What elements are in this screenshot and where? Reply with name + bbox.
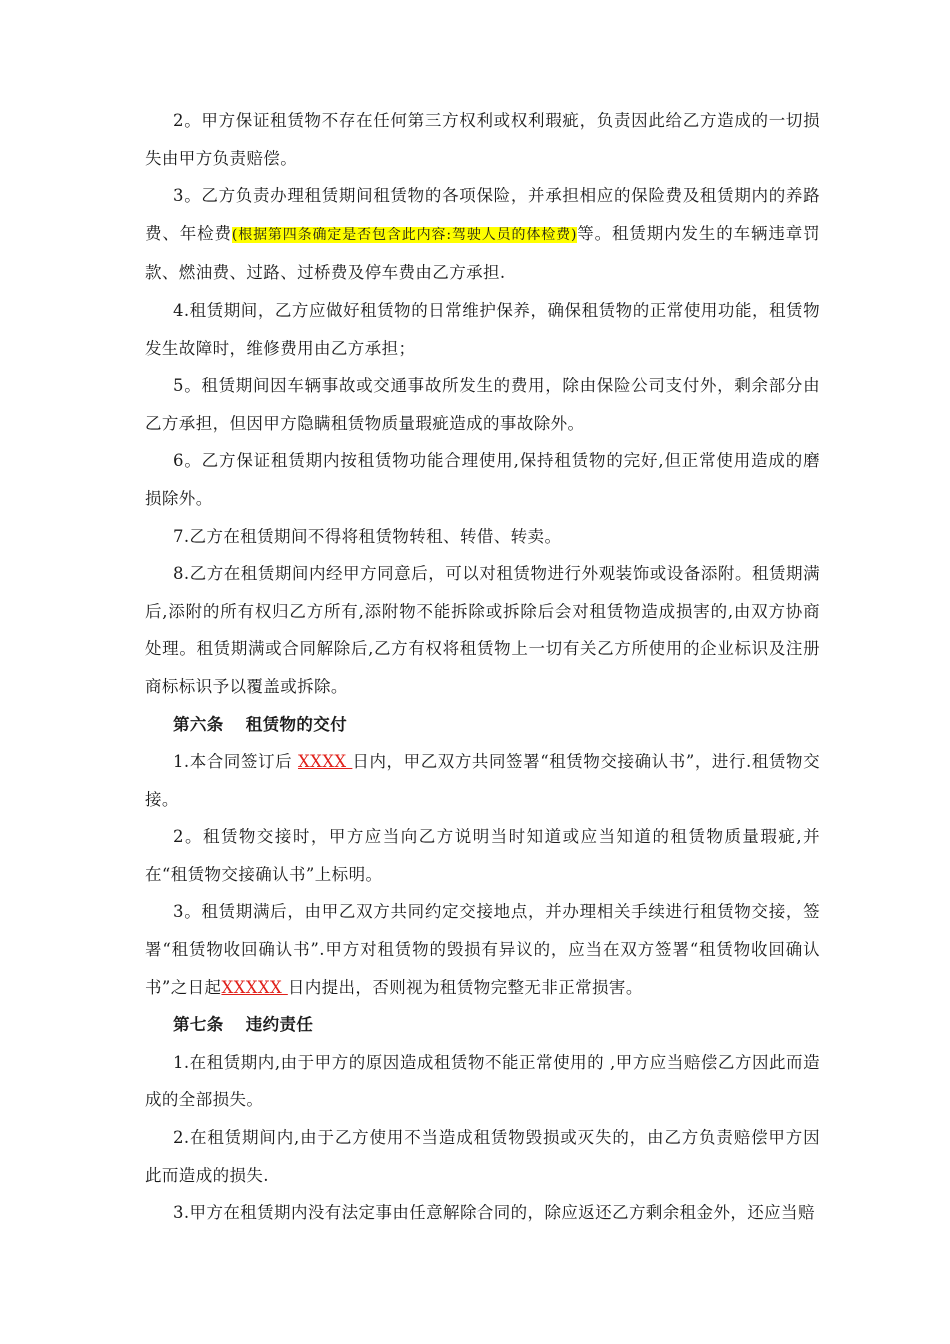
section-6-heading — [145, 706, 820, 744]
clause-5-8: 8.乙方在租赁期间内经甲方同意后，可以对租赁物进行外观装饰或设备添附。租赁期满后,添附的所有权归乙方所有,添附物不能拆除或拆除后会对租赁物造成损害的,由双方协商处理。租赁期满或合同解除后,乙方有权将租赁物上一切有关乙方所使用的企业标识及注册商标标识予以覆盖或拆除。 — [145, 564, 820, 696]
clause-6-2: 2。租赁物交接时，甲方应当向乙方说明当时知道或应当知道的租赁物质量瑕疵,并在“租赁物交接确认书”上标明。 — [145, 827, 820, 884]
clause-6-3 — [145, 893, 820, 1006]
clause-7-2: 2.在租赁期间内,由于乙方使用不当造成租赁物毁损或灭失的，由乙方负责赔偿甲方因此而造成的损失. — [145, 1128, 820, 1185]
clause-5-3-text-after: 等。租赁期内发生的车辆违章罚款、燃油费、过路、过桥费及停车费由乙方承担. — [145, 223, 821, 283]
clause-6-1-blank: XXXX — [297, 752, 353, 772]
section-7-title: 违约责任 — [245, 1015, 314, 1035]
clause-6-3-text-before: 3。租赁期满后，由甲乙双方共同约定交接地点，并办理相关手续进行租赁物交接，签署“租赁物收回确认书”.甲方对租赁物的毁损有异议的，应当在双方签署“租赁物收回确认书”之日起 — [145, 902, 820, 997]
clause-5-7: 7.乙方在租赁期间不得将租赁物转租、转借、转卖。 — [173, 526, 562, 546]
clause-5-3-text-before: 3。乙方负责办理租赁期间租赁物的各项保险，并承担相应的保险费及租赁期内的养路费、年检费 — [145, 186, 820, 243]
section-7-number: 第七条 — [173, 1015, 224, 1035]
clause-6-1-text-before: 1.本合同签订后 — [173, 752, 298, 772]
document-page — [145, 102, 820, 1232]
clause-5-3-highlight-note: (根据第四条确定是否包含此内容:驾驶人员的体检费) — [231, 226, 577, 243]
clause-5-2: 2。甲方保证租赁物不存在任何第三方权利或权利瑕疵，负责因此给乙方造成的一切损失由甲方负责赔偿。 — [145, 111, 820, 168]
clause-6-3-blank: XXXXX — [221, 977, 288, 997]
clause-6-3-text-after: 日内提出，否则视为租赁物完整无非正常损害。 — [287, 977, 643, 997]
clause-7-1: 1.在租赁期内,由于甲方的原因造成租赁物不能正常使用的 ,甲方应当赔偿乙方因此而造成的全部损失。 — [145, 1052, 820, 1110]
section-7-heading — [145, 1006, 820, 1044]
section-6-number: 第六条 — [173, 714, 224, 734]
clause-5-5: 5。租赁期间因车辆事故或交通事故所发生的费用，除由保险公司支付外，剩余部分由乙方承担，但因甲方隐瞒租赁物质量瑕疵造成的事故除外。 — [145, 376, 820, 433]
clause-7-3: 3.甲方在租赁期内没有法定事由任意解除合同的，除应返还乙方剩余租金外，还应当赔 — [173, 1203, 815, 1223]
clause-6-1 — [145, 743, 820, 818]
clause-5-4: 4.租赁期间，乙方应做好租赁物的日常维护保养，确保租赁物的正常使用功能，租赁物发生故障时，维修费用由乙方承担； — [145, 300, 820, 358]
clause-5-3 — [145, 177, 820, 292]
section-6-title: 租赁物的交付 — [245, 714, 348, 734]
clause-6-1-text-after: 日内，甲乙双方共同签署“租赁物交接确认书”，进行.租赁物交接。 — [145, 752, 820, 809]
clause-5-6: 6。乙方保证租赁期内按租赁物功能合理使用,保持租赁物的完好,但正常使用造成的磨损除外。 — [145, 451, 820, 508]
